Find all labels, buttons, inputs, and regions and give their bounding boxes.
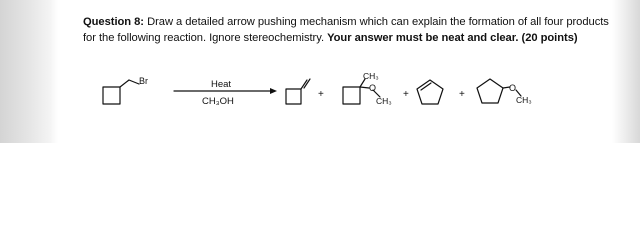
reactant-bond-1 [120, 80, 129, 87]
product-4-oxygen-label: O [509, 83, 517, 93]
question-number: Question 8: [83, 16, 144, 28]
product-2-methyl-label: CH₃ [363, 71, 379, 81]
question-prompt: Draw a detailed arrow pushing mechanism which can explain the formation of all four products for the following reaction. Ignore stereochemistry. [83, 16, 609, 44]
product-3-structure [417, 80, 443, 104]
product-2-oxygen-bond [360, 87, 369, 88]
plus-sign-3: + [459, 89, 465, 100]
product-1-structure [286, 79, 310, 104]
product-2-ring [343, 87, 360, 104]
question-points: (20 points) [521, 31, 578, 44]
reactant-bromine-label: Br [139, 76, 148, 86]
product-3-double-bond [421, 83, 431, 90]
reactant-structure [103, 80, 139, 104]
plus-sign-1: + [318, 89, 324, 100]
reactant-bond-2 [129, 80, 139, 84]
product-2-methoxy-methyl-label: CH₃ [376, 96, 392, 106]
question-emphasis: Your answer must be neat and clear. [327, 31, 519, 44]
product-4-methoxy-methyl-label: CH₃ [516, 95, 532, 105]
product-2-oxygen-label: O [369, 83, 377, 93]
reactant-cyclobutane-ring [103, 87, 120, 104]
condition-solvent: CH₃OH [202, 96, 234, 107]
reaction-arrow-head [270, 88, 277, 94]
condition-heat: Heat [211, 79, 232, 90]
plus-sign-2: + [403, 89, 409, 100]
product-1-ring [286, 89, 301, 104]
product-4-ring [477, 79, 503, 103]
